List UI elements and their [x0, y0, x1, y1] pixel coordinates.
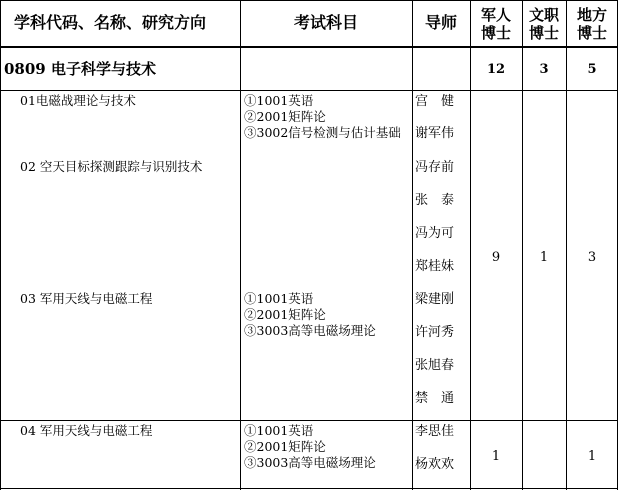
research-direction: 04 军用天线与电磁工程: [20, 423, 153, 438]
local-quota: 1: [587, 449, 597, 464]
column-divider: [240, 0, 241, 490]
supervisor-name: 冯存前: [415, 160, 455, 175]
header-direction: 学科代码、名称、研究方向: [14, 13, 207, 32]
exam-subject: ②2001矩阵论: [244, 109, 326, 124]
military-quota: 1: [491, 449, 501, 464]
exam-subject: ③3003高等电磁场理论: [244, 455, 376, 470]
table-border-left: [0, 0, 1, 490]
supervisor-name: 许河秀: [415, 325, 455, 340]
supervisor-name: 张旭春: [415, 358, 455, 373]
header-divider: [0, 46, 618, 48]
header-supervisor: 导师: [425, 13, 458, 32]
column-divider: [566, 0, 567, 490]
table-border-bottom: [0, 488, 618, 489]
local-quota: 3: [587, 250, 597, 265]
header-local-line1: 地方: [576, 6, 607, 24]
exam-subject: ①1001英语: [244, 423, 314, 438]
header-civilian-line2: 博士: [528, 24, 559, 42]
exam-subject: ③3002信号检测与估计基础: [244, 125, 401, 140]
exam-subject: ②2001矩阵论: [244, 439, 326, 454]
supervisor-name: 杨欢欢: [415, 457, 455, 472]
exam-subject: ①1001英语: [244, 291, 314, 306]
military-quota: 9: [491, 250, 501, 265]
header-military-line1: 军人: [480, 6, 511, 24]
supervisor-name: 冯为可: [415, 226, 455, 241]
discipline-local-count: 5: [587, 62, 597, 77]
civilian-quota: 1: [539, 250, 549, 265]
research-direction: 01电磁战理论与技术: [20, 93, 136, 108]
research-direction: 02 空天目标探测跟踪与识别技术: [20, 159, 203, 174]
header-civilian-line1: 文职: [528, 6, 559, 24]
table-border-right: [617, 0, 618, 490]
header-exam-subjects: 考试科目: [294, 13, 359, 32]
discipline-name: 0809 电子科学与技术: [4, 60, 156, 78]
exam-subject: ③3003高等电磁场理论: [244, 323, 376, 338]
exam-subject: ②2001矩阵论: [244, 307, 326, 322]
supervisor-name: 宫 健: [415, 94, 455, 109]
supervisor-name: 禁 通: [415, 391, 455, 406]
table-border-top: [0, 0, 618, 1]
supervisor-name: 郑桂妹: [415, 259, 455, 274]
column-divider: [412, 0, 413, 490]
header-local-line2: 博士: [576, 24, 607, 42]
discipline-military-count: 12: [486, 62, 506, 77]
column-divider: [522, 0, 523, 490]
supervisor-name: 梁建刚: [415, 292, 455, 307]
row-divider: [0, 90, 618, 91]
exam-subject: ①1001英语: [244, 93, 314, 108]
column-divider: [470, 0, 471, 490]
discipline-civilian-count: 3: [539, 62, 549, 77]
supervisor-name: 张 泰: [415, 193, 455, 208]
row-divider: [0, 420, 618, 421]
header-military-line2: 博士: [480, 24, 511, 42]
supervisor-name: 谢军伟: [415, 126, 455, 141]
research-direction: 03 军用天线与电磁工程: [20, 291, 153, 306]
supervisor-name: 李思佳: [415, 424, 455, 439]
